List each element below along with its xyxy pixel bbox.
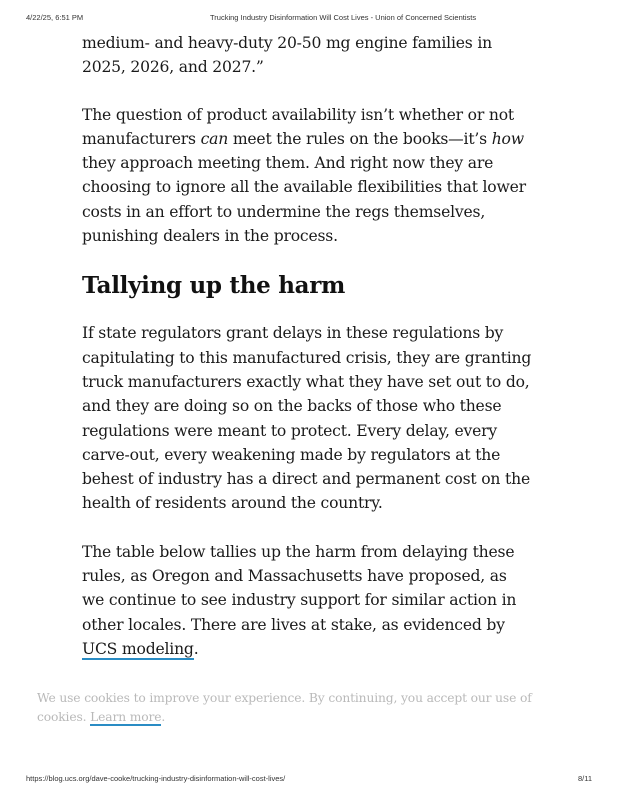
paragraph-product-availability bbox=[82, 103, 532, 249]
emphasis-can: can bbox=[200, 129, 229, 148]
paragraph-text: The table below tallies up the harm from delaying these rules, as Oregon and Massachusetts have proposed, as we continue to see industry support for similar action in other locales. There are lives at stake, as evidenced by bbox=[82, 542, 517, 634]
print-url: https://blog.ucs.org/dave-cooke/trucking-industry-disinformation-will-cost-lives/ bbox=[26, 774, 286, 783]
paragraph-end: . bbox=[193, 639, 199, 658]
paragraph-harm: If state regulators grant delays in these regulations by capitulating to this manufactured crisis, they are granting truck manufacturers exactly what they have set out to do, and they are doing so on the backs of those who these regulations were meant to protect. Every delay, every carve-out, every weakening made by regulators at the behest of industry has a direct and permanent cost on the health of residents around the country. bbox=[82, 324, 532, 513]
paragraph-quote-end: medium- and heavy-duty 20-50 mg engine families in 2025, 2026, and 2027.” bbox=[82, 34, 492, 77]
paragraph-text: The question of product availability isn’t whether or not manufacturers bbox=[82, 105, 514, 148]
emphasis-how: how bbox=[491, 129, 524, 148]
print-page-number: 8/11 bbox=[577, 774, 592, 783]
cookie-banner bbox=[37, 689, 582, 727]
paragraph-text: they approach meeting them. And right now they are choosing to ignore all the available flexibilities that lower costs in an effort to undermine the regs themselves, punishing dealers in the process. bbox=[82, 154, 526, 246]
cookie-banner-end: . bbox=[161, 710, 166, 724]
print-footer bbox=[0, 774, 618, 786]
cookie-banner-text: We use cookies to improve your experience. By continuing, you accept our use of cookies. bbox=[37, 691, 532, 724]
print-date: 4/22/25, 6:51 PM bbox=[26, 13, 84, 22]
print-header bbox=[0, 13, 618, 25]
paragraph-table-intro bbox=[82, 540, 532, 661]
article-body bbox=[82, 31, 532, 661]
section-heading: Tallying up the harm bbox=[82, 272, 346, 300]
paragraph-text: meet the rules on the books—it’s bbox=[228, 129, 492, 148]
ucs-modeling-link[interactable]: UCS modeling bbox=[82, 639, 194, 658]
print-page-title: Trucking Industry Disinformation Will Cost Lives - Union of Concerned Scientists bbox=[210, 13, 477, 22]
learn-more-link[interactable]: Learn more bbox=[90, 710, 162, 724]
